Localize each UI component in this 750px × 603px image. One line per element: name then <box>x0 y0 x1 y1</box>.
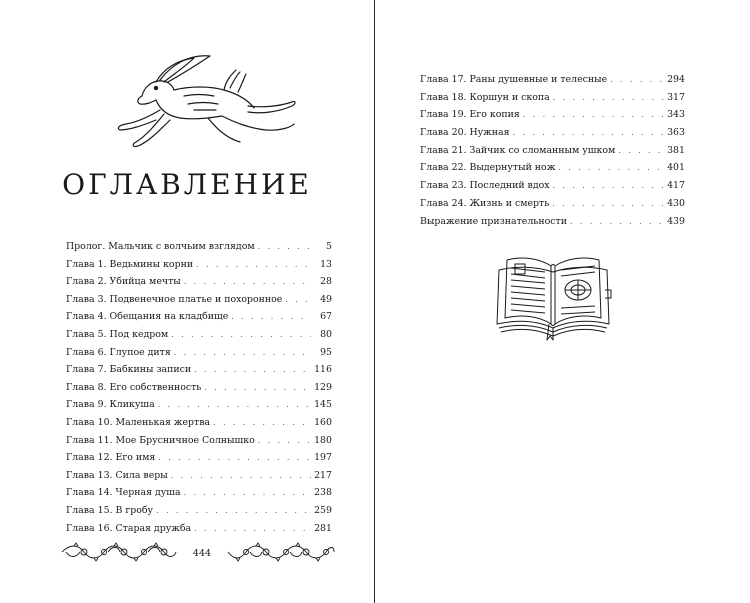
toc-leader-dots <box>553 89 664 107</box>
page-footer <box>60 540 336 568</box>
toc-entry-page: 343 <box>667 109 685 121</box>
toc-entry-page: 217 <box>314 469 332 481</box>
toc-entry[interactable] <box>66 449 332 467</box>
toc-entry-label: Глава 10. Маленькая жертва <box>66 416 211 428</box>
toc-leader-dots <box>196 256 311 274</box>
toc-entry-label: Глава 9. Кликуша <box>66 399 155 411</box>
toc-entry-page: 363 <box>667 127 685 139</box>
toc-entry[interactable] <box>66 256 332 274</box>
toc-entry-page: 294 <box>667 74 685 85</box>
toc-entry-label: Глава 2. Убийца мечты <box>66 276 181 288</box>
toc-entry-page: 67 <box>320 311 332 323</box>
toc-entry[interactable] <box>66 502 332 520</box>
toc-leader-dots <box>523 106 664 124</box>
toc-leader-dots <box>184 484 311 502</box>
toc-entry-label: Глава 5. Под кедром <box>66 328 169 340</box>
toc-leader-dots <box>258 238 311 256</box>
toc-entry-page: 417 <box>667 180 685 192</box>
toc-entry-page: 281 <box>314 522 332 534</box>
toc-entry-page: 116 <box>314 364 332 376</box>
toc-entry-page: 28 <box>320 276 332 288</box>
toc-entry-label: Глава 23. Последний вдох <box>420 180 550 192</box>
toc-entry-label: Глава 8. Его собственность <box>66 381 202 393</box>
toc-leader-dots <box>184 273 311 291</box>
toc-entry-label: Глава 3. Подвенечное платье и похоронное <box>66 293 283 305</box>
toc-entry-label: Глава 17. Раны душевные и телесные <box>420 74 608 85</box>
toc-entry-page: 381 <box>667 144 685 156</box>
toc-entry-page: 180 <box>314 434 332 446</box>
toc-entry-label: Глава 15. В гробу <box>66 504 154 516</box>
toc-leader-dots <box>156 502 311 520</box>
toc-entry-page: 401 <box>667 162 685 174</box>
toc-entry-page: 80 <box>320 328 332 340</box>
toc-entry-label: Глава 16. Старая дружба <box>66 522 192 534</box>
toc-entry[interactable] <box>420 177 685 195</box>
toc-entry-label: Глава 4. Обещания на кладбище <box>66 311 229 323</box>
toc-entry[interactable] <box>66 414 332 432</box>
toc-entry-label: Глава 24. Жизнь и смерть <box>420 197 550 209</box>
floral-ornament-icon <box>60 540 178 564</box>
toc-entry-page: 5 <box>326 241 332 252</box>
toc-leader-dots <box>513 124 664 142</box>
toc-entry-label: Глава 6. Глупое дитя <box>66 346 171 358</box>
toc-entry-page: 145 <box>314 399 332 411</box>
page-title: ОГЛАВЛЕНИЕ <box>62 168 312 201</box>
toc-entry-page: 317 <box>667 91 685 103</box>
toc-entry-page: 238 <box>314 487 332 499</box>
toc-leader-dots <box>558 159 664 177</box>
toc-entry-label: Глава 18. Коршун и скопа <box>420 91 550 103</box>
toc-leader-dots <box>194 520 311 538</box>
toc-entry-page: 439 <box>667 215 685 227</box>
toc-entry-label: Глава 19. Его копия <box>420 109 520 121</box>
toc-entry[interactable] <box>420 159 685 177</box>
toc-entry[interactable] <box>66 396 332 414</box>
toc-leader-dots <box>158 449 311 467</box>
toc-leader-dots <box>171 326 311 344</box>
toc-entry[interactable] <box>66 432 332 450</box>
toc-entry[interactable] <box>420 195 685 213</box>
page-number: 444 <box>192 548 212 559</box>
toc-leader-dots <box>258 432 311 450</box>
toc-entry[interactable] <box>66 308 332 326</box>
toc-entry[interactable] <box>66 273 332 291</box>
toc-leader-dots <box>171 467 311 485</box>
open-book-illustration-icon <box>493 250 613 342</box>
toc-leader-dots <box>213 414 311 432</box>
toc-leader-dots <box>231 308 311 326</box>
toc-entry-page: 95 <box>320 346 332 358</box>
toc-entry-page: 49 <box>320 293 332 305</box>
toc-entry-page: 430 <box>667 197 685 209</box>
toc-entry[interactable] <box>66 344 332 362</box>
toc-leader-dots <box>204 379 311 397</box>
toc-entry[interactable] <box>66 291 332 309</box>
toc-entry-label: Глава 14. Черная душа <box>66 487 181 499</box>
toc-leader-dots <box>552 195 664 213</box>
toc-entry-page: 160 <box>314 416 332 428</box>
toc-leader-dots <box>174 344 311 362</box>
toc-entry-label: Выражение признательности <box>420 215 567 227</box>
toc-entry[interactable] <box>420 142 685 160</box>
toc-entry-page: 197 <box>314 452 332 464</box>
toc-list-left <box>66 238 332 537</box>
toc-leader-dots <box>618 142 664 160</box>
toc-entry[interactable] <box>420 124 685 142</box>
toc-leader-dots <box>194 361 311 379</box>
toc-entry-label: Глава 20. Нужная <box>420 127 510 139</box>
right-page <box>375 0 750 603</box>
toc-entry-label: Глава 1. Ведьмины корни <box>66 258 194 270</box>
toc-leader-dots <box>570 213 664 231</box>
toc-entry-label: Глава 11. Мое Брусничное Солнышко <box>66 434 255 446</box>
toc-entry[interactable] <box>66 238 332 256</box>
toc-leader-dots <box>553 177 664 195</box>
toc-entry-label: Глава 13. Сила веры <box>66 469 168 481</box>
toc-leader-dots <box>158 396 311 414</box>
toc-entry[interactable] <box>66 379 332 397</box>
toc-leader-dots <box>285 291 311 309</box>
toc-entry-label: Глава 12. Его имя <box>66 452 156 464</box>
toc-entry[interactable] <box>420 71 685 89</box>
toc-entry-label: Глава 22. Выдернутый нож <box>420 162 556 174</box>
toc-entry-page: 129 <box>314 381 332 393</box>
toc-entry-label: Глава 7. Бабкины записи <box>66 364 192 376</box>
toc-entry-page: 259 <box>314 504 332 516</box>
hare-illustration-icon <box>98 50 298 150</box>
toc-entry[interactable] <box>420 89 685 107</box>
toc-entry[interactable] <box>66 467 332 485</box>
toc-list-right <box>420 71 685 230</box>
left-page <box>0 0 374 603</box>
toc-entry[interactable] <box>66 484 332 502</box>
toc-entry-page: 13 <box>320 258 332 270</box>
toc-entry[interactable] <box>420 106 685 124</box>
toc-entry-label: Глава 21. Зайчик со сломанным ушком <box>420 144 616 156</box>
toc-entry[interactable] <box>420 213 685 231</box>
toc-leader-dots <box>610 71 664 89</box>
toc-entry[interactable] <box>66 326 332 344</box>
toc-entry[interactable] <box>66 520 332 538</box>
toc-entry[interactable] <box>66 361 332 379</box>
toc-entry-label: Пролог. Мальчик с волчьим взглядом <box>66 241 255 252</box>
floral-ornament-icon <box>226 540 336 564</box>
